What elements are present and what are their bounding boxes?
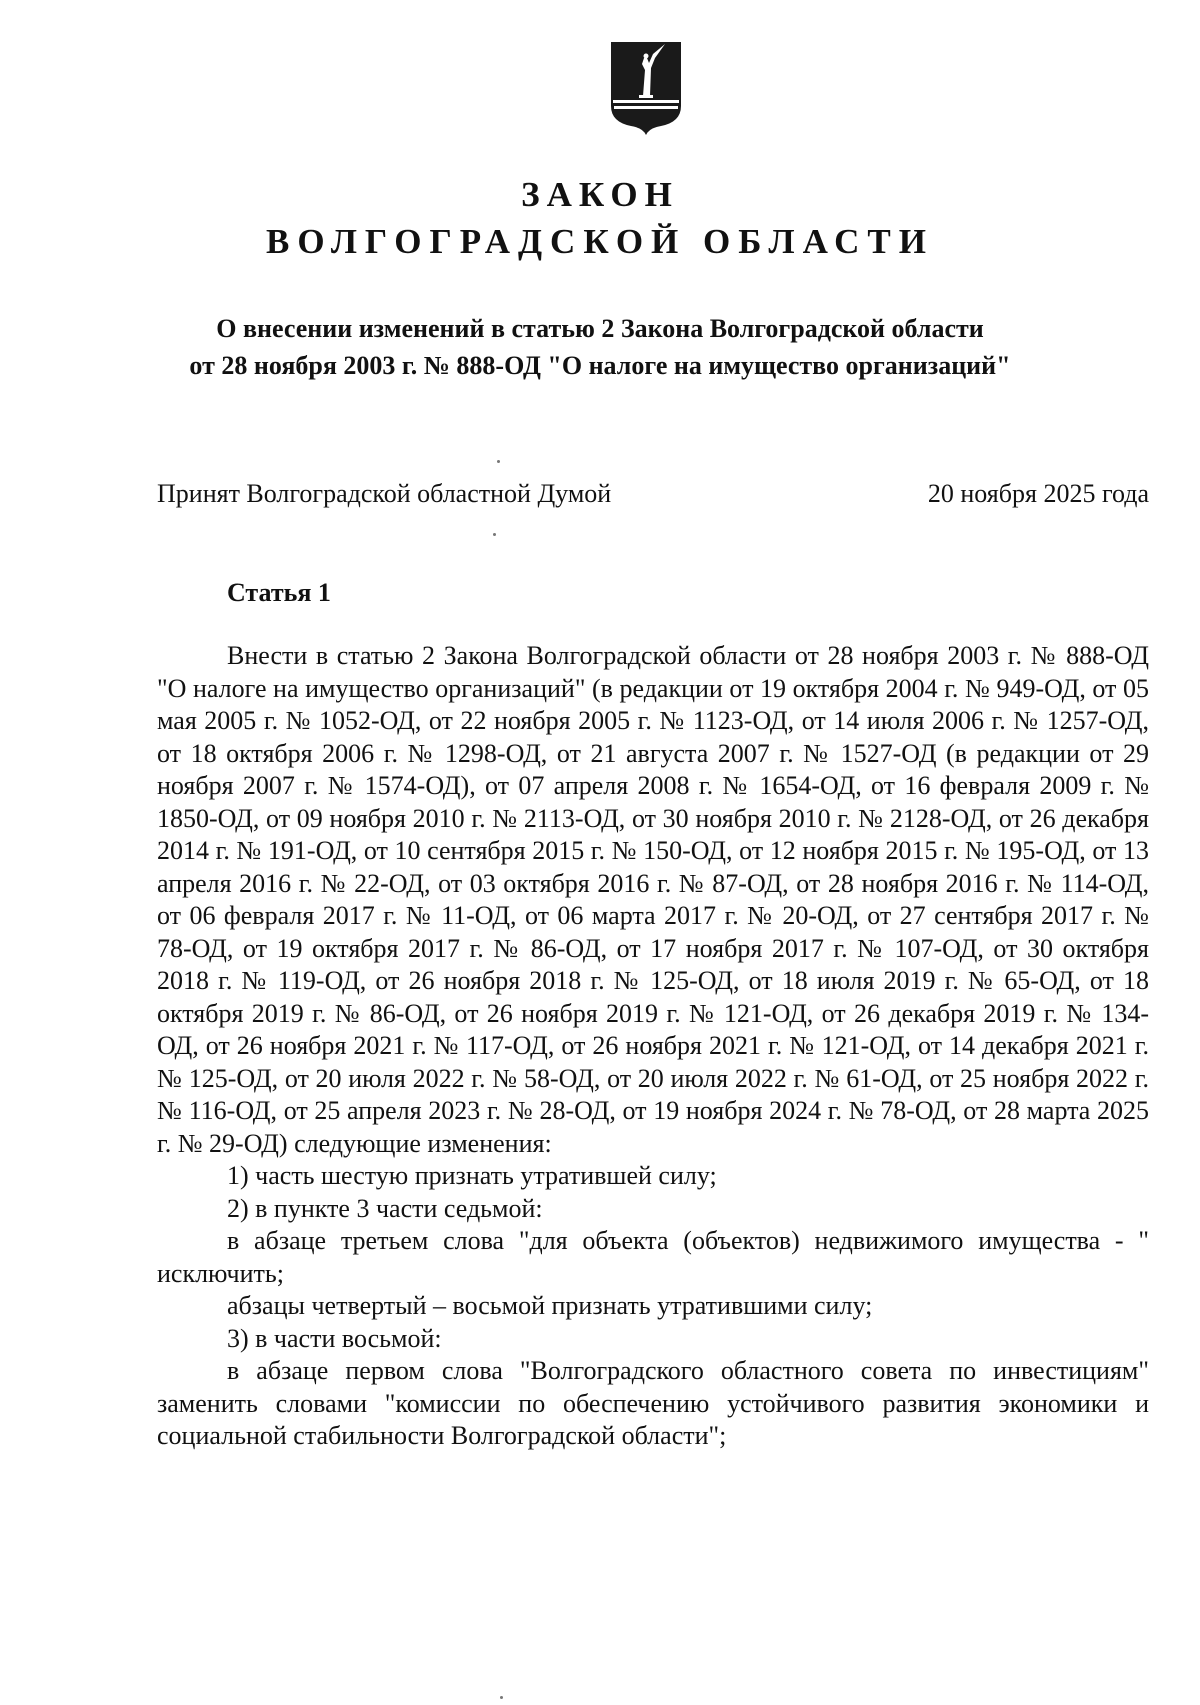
scan-speck	[493, 533, 496, 536]
scan-speck	[497, 460, 500, 463]
volgograd-coat-of-arms-icon	[609, 40, 683, 136]
law-subject-line-2: от 28 ноября 2003 г. № 888-ОД "О налоге на имущество организаций"	[189, 351, 1011, 380]
region-title: ВОЛГОГРАДСКОЙ ОБЛАСТИ	[266, 222, 934, 261]
list-item: 2) в пункте 3 части седьмой:	[227, 1193, 543, 1223]
adoption-info	[157, 476, 1149, 512]
law-title: ЗАКОН	[521, 175, 679, 214]
article-heading: Статья 1	[227, 578, 331, 607]
scan-speck	[500, 1696, 503, 1699]
list-item: абзацы четвертый – восьмой признать утратившими силу;	[227, 1291, 873, 1320]
adoption-date: 20 ноября 2025 года	[927, 479, 1149, 508]
article-body	[157, 640, 1149, 1453]
law-subject	[150, 310, 1050, 384]
article-intro-paragraph: Внести в статью 2 Закона Волгоградской области от 28 ноября 2003 г. № 888-ОД "О налоге на имущество организаций" (в редакции от 19 октября 2004 г. № 949-ОД, от 05 мая 2005 г. № 1052-ОД, от 22 ноября 2005 г. № 1123-ОД, от 14 июля 2006 г. № 1257-ОД, от 18 октября 2006 г. № 1298-ОД, от 21 августа 2007 г. № 1527-ОД (в редакции от 29 ноября 2007 г. № 1574-ОД), от 07 апреля 2008 г. № 1654-ОД, от 16 февраля 2009 г. № 1850-ОД, от 09 ноября 2010 г. № 2113-ОД, от 30 ноября 2010 г. № 2128-ОД, от 26 декабря 2014 г. № 191-ОД, от 10 сентября 2015 г. № 150-ОД, от 12 ноября 2015 г. № 195-ОД, от 13 апреля 2016 г. № 22-ОД, от 03 октября 2016 г. № 87-ОД, от 28 ноября 2016 г. № 114-ОД, от 06 февраля 2017 г. № 11-ОД, от 06 марта 2017 г. № 20-ОД, от 27 сентября 2017 г. № 78-ОД, от 19 октября 2017 г. № 86-ОД, от 17 ноября 2017 г. № 107-ОД, от 30 октября 2018 г. № 119-ОД, от 26 ноября 2018 г. № 125-ОД, от 18 июля 2019 г. № 65-ОД, от 18 октября 2019 г. № 86-ОД, от 26 ноября 2019 г. № 121-ОД, от 26 декабря 2019 г. № 134-ОД, от 26 ноября 2021 г. № 117-ОД, от 26 ноября 2021 г. № 121-ОД, от 14 декабря 2021 г. № 125-ОД, от 20 июля 2022 г. № 58-ОД, от 20 июля 2022 г. № 61-ОД, от 25 ноября 2022 г. № 116-ОД, от 25 апреля 2023 г. № 28-ОД, от 19 ноября 2024 г. № 78-ОД, от 28 марта 2025 г. № 29-ОД) следующие изменения:	[157, 641, 1149, 1158]
list-item: 3) в части восьмой:	[227, 1323, 442, 1353]
list-item: в абзаце третьем слова "для объекта (объектов) недвижимого имущества - " исключить;	[157, 1226, 1149, 1288]
adopted-by: Принят Волгоградской областной Думой	[157, 479, 612, 508]
law-subject-line-1: О внесении изменений в статью 2 Закона Волгоградской области	[216, 314, 984, 343]
list-item: в абзаце первом слова "Волгоградского областного совета по инвестициям" заменить словами "комиссии по обеспечению устойчивого развития экономики и социальной стабильности Волгоградской области";	[157, 1356, 1149, 1450]
list-item: 1) часть шестую признать утратившей силу;	[227, 1161, 717, 1190]
